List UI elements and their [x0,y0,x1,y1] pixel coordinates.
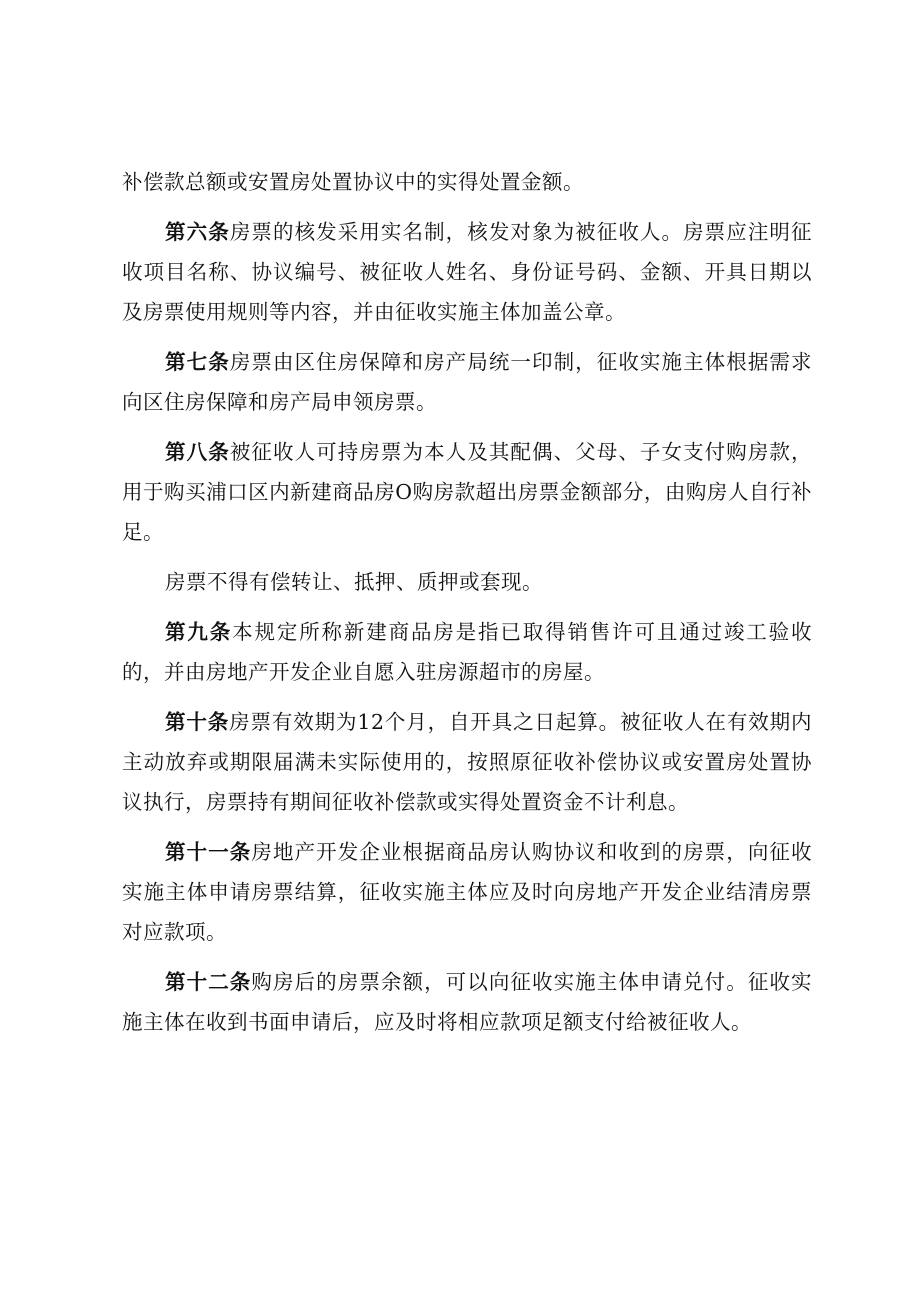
article-text: 房地产开发企业根据商品房认购协议和收到的房票，向征收实施主体申请房票结算，征收实施主体应及时向房地产开发企业结清房票对应款项。 [122,840,813,944]
article-text: 购房后的房票余额，可以向征收实施主体申请兑付。征收实施主体在收到书面申请后，应及时将相应款项足额支付给被征收人。 [122,970,813,1034]
article-number: 第六条 [165,220,230,244]
article-12 [122,962,812,1042]
article-text: 房票的核发采用实名制，核发对象为被征收人。房票应注明征收项目名称、协议编号、被征收人姓名、身份证号码、金额、开具日期以及房票使用规则等内容，并由征收实施主体加盖公章。 [122,220,813,324]
article-text: 房票由区住房保障和房产局统一印制，征收实施主体根据需求向区住房保障和房产局申领房票。 [122,350,813,414]
article-text: 房票有效期为12个月，自开具之日起算。被征收人在有效期内主动放弃或期限届满未实际使用的，按照原征收补偿协议或安置房处置协议执行，房票持有期间征收补偿款或实得处置资金不计利息。 [122,710,812,814]
article-10 [122,702,812,822]
paragraph-text: 补偿款总额或安置房处置协议中的实得处置金额。 [122,170,584,194]
paragraph-text: 房票不得有偿转让、抵押、质押或套现。 [165,570,544,594]
article-number: 第十二条 [165,970,252,994]
article-6 [122,212,812,332]
article-number: 第十一条 [165,840,252,864]
article-number: 第九条 [165,620,233,644]
article-9 [122,612,812,692]
article-11 [122,832,812,952]
article-7 [122,342,812,422]
paragraph-prohibition [122,562,812,602]
article-number: 第十条 [165,710,230,734]
article-text: 被征收人可持房票为本人及其配偶、父母、子女支付购房款，用于购买浦口区内新建商品房O购房款超出房票金额部分，由购房人自行补足。 [122,440,813,544]
article-text: 本规定所称新建商品房是指已取得销售许可且通过竣工验收的，并由房地产开发企业自愿入驻房源超市的房屋。 [122,620,813,684]
article-number: 第八条 [165,440,230,464]
article-number: 第七条 [165,350,230,374]
paragraph-continuation [122,162,812,202]
article-8 [122,432,812,552]
document-body [122,162,812,1042]
